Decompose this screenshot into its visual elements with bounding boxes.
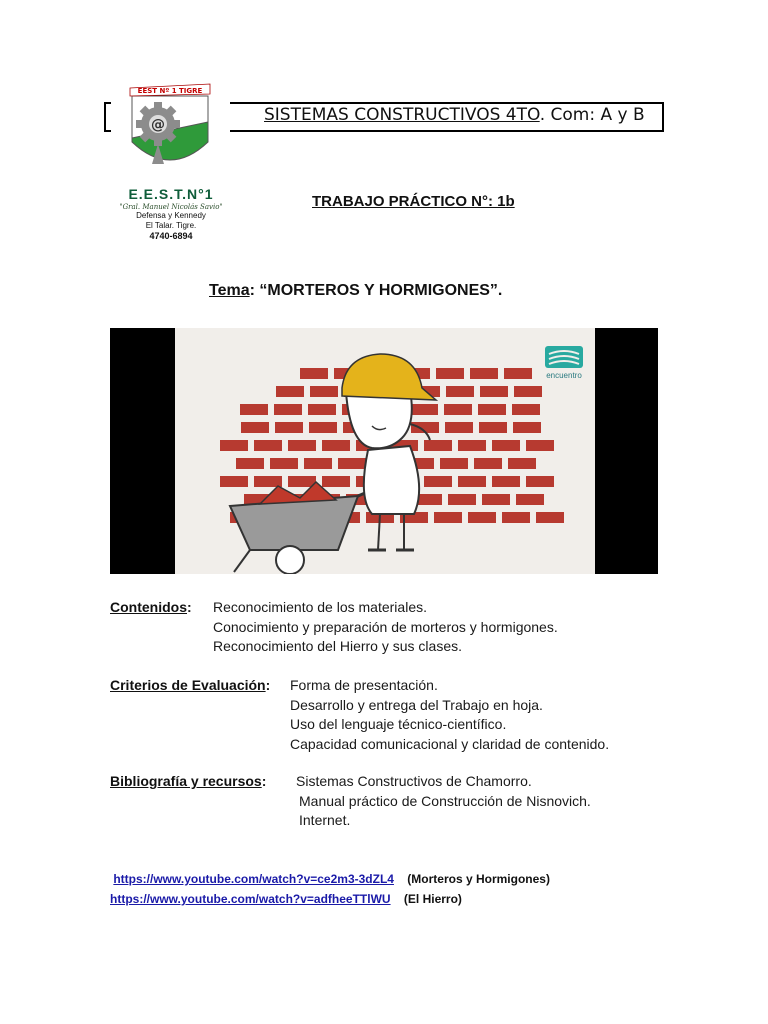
brick	[446, 386, 474, 397]
bibliografia-colon: :	[261, 773, 267, 789]
link-row	[110, 889, 550, 909]
bibliografia-item: Internet.	[299, 812, 351, 828]
bibliografia-item: Manual práctico de Construcción de Nisnovich.	[299, 792, 591, 809]
contenidos-label: Contenidos	[110, 599, 187, 615]
brick	[480, 386, 508, 397]
contenidos-colon: :	[187, 599, 192, 615]
brick	[444, 404, 472, 415]
brick	[536, 512, 564, 523]
brick	[274, 404, 302, 415]
brick	[322, 440, 350, 451]
broadcaster-logo-icon	[545, 346, 583, 380]
brick	[508, 458, 536, 469]
criterios-list	[290, 676, 609, 754]
school-info	[108, 186, 234, 241]
brick	[275, 422, 303, 433]
criterios-colon: :	[265, 677, 271, 693]
brick	[512, 404, 540, 415]
tema-value: : “MORTEROS Y HORMIGONES”.	[249, 282, 503, 299]
brick	[309, 422, 337, 433]
brick	[516, 494, 544, 505]
bibliografia-list	[296, 772, 591, 831]
brick	[304, 458, 332, 469]
brick	[440, 458, 468, 469]
brick	[482, 494, 510, 505]
video-links	[110, 869, 550, 909]
brick	[436, 368, 464, 379]
school-logo	[128, 82, 212, 180]
brick	[240, 404, 268, 415]
svg-text:@: @	[151, 117, 165, 133]
criterios-label: Criterios de Evaluación	[110, 677, 266, 693]
youtube-link-morteros[interactable]: https://www.youtube.com/watch?v=ce2m3-3dZL4	[113, 872, 394, 886]
brick	[513, 422, 541, 433]
brick	[288, 440, 316, 451]
contenidos-item: Conocimiento y preparación de morteros y hormigones.	[213, 618, 558, 635]
video-watermark: encuentro	[546, 371, 582, 380]
brick	[410, 404, 438, 415]
brick	[220, 440, 248, 451]
brick	[502, 512, 530, 523]
bibliografia-label: Bibliografía y recursos	[110, 773, 262, 789]
course-title-commissions: . Com: A y B	[539, 105, 645, 125]
brick	[479, 422, 507, 433]
brick	[322, 476, 350, 487]
brick	[492, 440, 520, 451]
tema-line	[209, 282, 502, 300]
video-thumbnail[interactable]	[110, 328, 658, 574]
youtube-link-hierro[interactable]: https://www.youtube.com/watch?v=adfheeTTlWU	[110, 892, 391, 906]
cartoon-illustration	[110, 328, 658, 574]
brick	[308, 404, 336, 415]
brick	[300, 368, 328, 379]
school-phone: 4740-6894	[149, 231, 193, 241]
contenidos-item: Reconocimiento del Hierro y sus clases.	[213, 638, 462, 654]
brick	[514, 386, 542, 397]
brick	[492, 476, 520, 487]
link-note: (El Hierro)	[403, 892, 462, 906]
bibliografia-heading	[110, 772, 266, 792]
brick	[338, 458, 366, 469]
contenidos-item: Reconocimiento de los materiales.	[213, 599, 427, 615]
criterios-item: Desarrollo y entrega del Trabajo en hoja.	[290, 696, 543, 713]
brick	[470, 368, 498, 379]
contenidos-heading	[110, 598, 192, 618]
course-title	[264, 105, 645, 125]
brick	[434, 512, 462, 523]
tema-label: Tema	[209, 282, 250, 299]
brick	[270, 458, 298, 469]
brick	[220, 476, 248, 487]
course-title-name: SISTEMAS CONSTRUCTIVOS 4TO	[264, 105, 540, 125]
brick	[424, 440, 452, 451]
brick	[276, 386, 304, 397]
brick	[424, 476, 452, 487]
brick	[254, 440, 282, 451]
link-note: (Morteros y Hormigones)	[407, 872, 550, 886]
criterios-item: Capacidad comunicacional y claridad de contenido.	[290, 735, 610, 752]
brick	[236, 458, 264, 469]
logo-banner-text: EEST Nº 1 TIGRE	[137, 87, 203, 95]
school-address-1: Defensa y Kennedy	[136, 211, 206, 220]
brick	[458, 440, 486, 451]
contenidos-list	[213, 598, 558, 657]
brick	[448, 494, 476, 505]
school-patron: "Gral. Manuel Nicolás Savio"	[119, 203, 223, 211]
school-name: E.E.S.T.N°1	[128, 186, 214, 202]
brick	[468, 512, 496, 523]
criterios-item: Forma de presentación.	[290, 677, 438, 693]
school-address-2: El Talar. Tigre.	[145, 221, 197, 230]
bibliografia-item: Sistemas Constructivos de Chamorro.	[296, 773, 532, 789]
link-row	[110, 869, 550, 889]
brick	[474, 458, 502, 469]
brick	[310, 386, 338, 397]
brick	[445, 422, 473, 433]
brick	[526, 440, 554, 451]
brick	[526, 476, 554, 487]
brick	[241, 422, 269, 433]
brick	[458, 476, 486, 487]
criterios-heading	[110, 676, 270, 696]
practice-title: TRABAJO PRÁCTICO N°: 1b	[312, 193, 515, 210]
criterios-item: Uso del lenguaje técnico-científico.	[290, 716, 507, 732]
brick	[504, 368, 532, 379]
brick	[478, 404, 506, 415]
